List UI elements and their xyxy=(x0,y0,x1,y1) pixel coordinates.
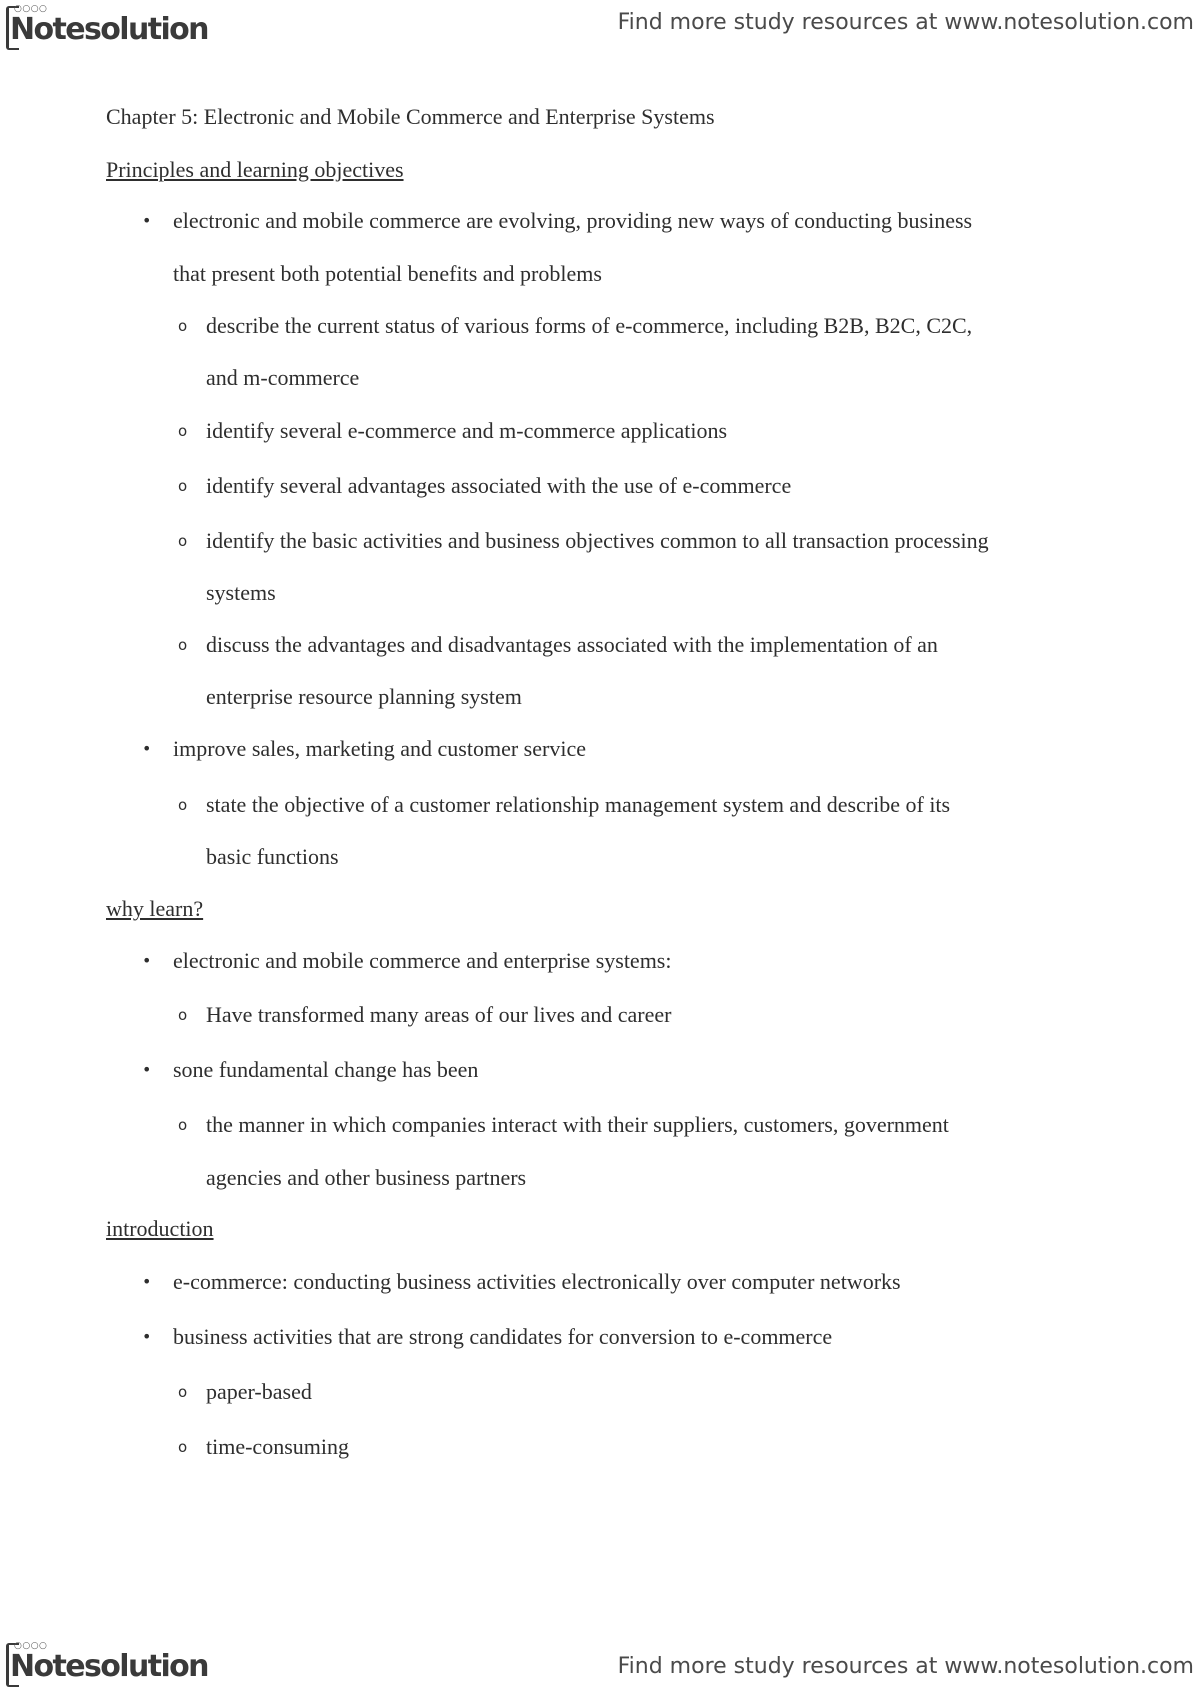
sub-item-text: paper-based xyxy=(206,1379,312,1404)
sub-item-text: identify several e-commerce and m-commerce applications xyxy=(206,418,728,443)
sub-bullet-icon: o xyxy=(178,477,188,495)
logo-dots: ○○○○ xyxy=(14,4,48,14)
sub-bullet-icon: o xyxy=(178,1116,188,1134)
document-title: Chapter 5: Electronic and Mobile Commerce and Enterprise Systems xyxy=(106,104,715,129)
bullet-icon: • xyxy=(142,1272,152,1291)
footer-logo[interactable] xyxy=(6,1641,208,1689)
sub-bullet-icon: o xyxy=(178,532,188,550)
logo-text: Notesolution xyxy=(10,12,208,47)
sub-item-text: identify several advantages associated with the use of e-commerce xyxy=(206,473,792,498)
logo-text: Notesolution xyxy=(10,1649,208,1684)
bullet-item-text: improve sales, marketing and customer service xyxy=(173,736,586,761)
bullet-icon: • xyxy=(142,211,152,230)
sub-bullet-icon: o xyxy=(178,317,188,335)
sub-item-text: describe the current status of various forms of e-commerce, including B2B, B2C, C2C, xyxy=(206,313,973,338)
section-heading: why learn? xyxy=(106,896,204,921)
sub-bullet-icon: o xyxy=(178,796,188,814)
section-heading: Principles and learning objectives xyxy=(106,157,404,182)
sub-item-text: systems xyxy=(206,580,276,605)
sub-item-text: enterprise resource planning system xyxy=(206,684,522,709)
bullet-icon: • xyxy=(142,1327,152,1346)
logo-dots: ○○○○ xyxy=(14,1641,48,1651)
sub-item-text: identify the basic activities and business objectives common to all transaction processing xyxy=(206,528,989,553)
bullet-icon: • xyxy=(142,951,152,970)
footer-tagline[interactable]: Find more study resources at www.notesolution.com xyxy=(617,1654,1194,1679)
sub-item-text: time-consuming xyxy=(206,1434,349,1459)
sub-bullet-icon: o xyxy=(178,1006,188,1024)
sub-item-text: and m-commerce xyxy=(206,365,360,390)
bullet-item-text: electronic and mobile commerce are evolving, providing new ways of conducting business xyxy=(173,208,973,233)
sub-item-text: state the objective of a customer relationship management system and describe of its xyxy=(206,792,951,817)
header-logo[interactable] xyxy=(6,4,208,52)
bullet-icon: • xyxy=(142,739,152,758)
bullet-item-text: electronic and mobile commerce and enterprise systems: xyxy=(173,948,672,973)
bullet-item-text: that present both potential benefits and problems xyxy=(173,261,602,286)
section-heading: introduction xyxy=(106,1216,214,1241)
sub-bullet-icon: o xyxy=(178,636,188,654)
sub-item-text: agencies and other business partners xyxy=(206,1165,527,1190)
bullet-item-text: e-commerce: conducting business activities electronically over computer networks xyxy=(173,1269,901,1294)
sub-item-text: Have transformed many areas of our lives and career xyxy=(206,1002,672,1027)
bullet-item-text: business activities that are strong candidates for conversion to e-commerce xyxy=(173,1324,833,1349)
sub-item-text: discuss the advantages and disadvantages associated with the implementation of an xyxy=(206,632,938,657)
sub-item-text: basic functions xyxy=(206,844,339,869)
bullet-item-text: sone fundamental change has been xyxy=(173,1057,479,1082)
sub-bullet-icon: o xyxy=(178,1438,188,1456)
sub-bullet-icon: o xyxy=(178,1383,188,1401)
header-tagline[interactable]: Find more study resources at www.notesolution.com xyxy=(617,10,1194,35)
sub-item-text: the manner in which companies interact with their suppliers, customers, government xyxy=(206,1112,949,1137)
sub-bullet-icon: o xyxy=(178,422,188,440)
bullet-icon: • xyxy=(142,1060,152,1079)
